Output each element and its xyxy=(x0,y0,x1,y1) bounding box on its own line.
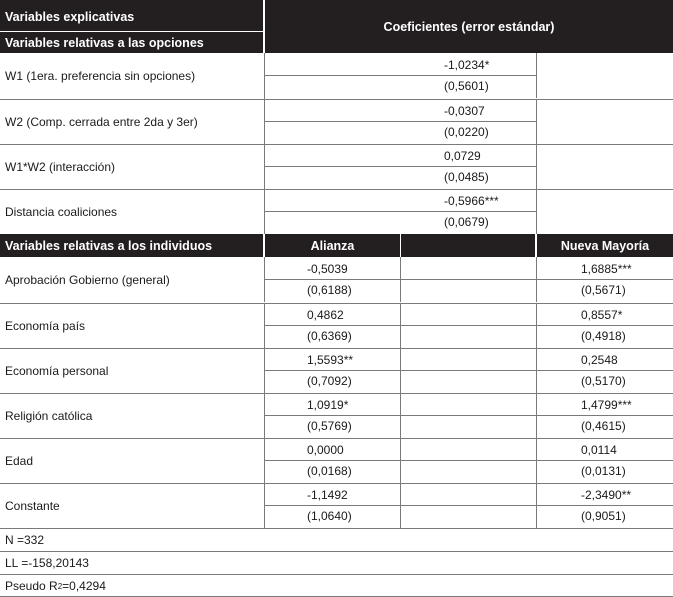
column-divider xyxy=(400,303,401,348)
column-divider xyxy=(536,348,537,393)
row-mid-divider xyxy=(264,460,673,461)
column-divider xyxy=(400,438,401,483)
coefficients-header: Coeficientes (error estándar) xyxy=(265,0,673,53)
alianza-se: (0,6188) xyxy=(307,283,352,297)
individuals-section-header: Variables relativas a los individuos xyxy=(0,234,263,257)
option-row-coef: -0,0307 xyxy=(444,104,485,118)
nueva-mayoria-se: (0,4918) xyxy=(581,329,626,343)
column-divider xyxy=(264,348,265,393)
row-divider xyxy=(0,483,673,484)
alianza-se: (1,0640) xyxy=(307,509,352,523)
column-divider xyxy=(264,53,265,234)
nueva-mayoria-se: (0,9051) xyxy=(581,509,626,523)
nueva-mayoria-coef: 1,4799*** xyxy=(581,398,632,412)
column-divider xyxy=(264,303,265,348)
n-observations: N =332 xyxy=(5,533,45,547)
pseudo-r2-superscript: 2 xyxy=(57,581,63,591)
column-header-alianza: Alianza xyxy=(265,234,400,257)
row-divider xyxy=(0,438,673,439)
column-divider xyxy=(264,393,265,438)
individual-row-label: Economía personal xyxy=(5,363,109,378)
column-divider xyxy=(400,257,401,302)
alianza-coef: 0,4862 xyxy=(307,308,344,322)
column-divider xyxy=(536,189,537,234)
column-header-blank xyxy=(401,234,535,257)
pseudo-r2-value: =0,4294 xyxy=(62,579,106,593)
column-divider xyxy=(536,393,537,438)
row-mid-divider xyxy=(264,75,536,76)
option-row-coef: -1,0234* xyxy=(444,58,490,72)
alianza-se: (0,7092) xyxy=(307,374,352,388)
row-divider xyxy=(0,99,673,100)
row-divider xyxy=(0,189,673,190)
alianza-coef: -1,1492 xyxy=(307,488,348,502)
option-row-coef: 0,0729 xyxy=(444,149,481,163)
row-mid-divider xyxy=(264,166,536,167)
column-divider xyxy=(536,144,537,189)
option-row-se: (0,0679) xyxy=(444,215,489,229)
option-row-label: W1 (1era. preferencia sin opciones) xyxy=(5,68,196,83)
option-row-se: (0,0220) xyxy=(444,125,489,139)
individual-row-label: Aprobación Gobierno (general) xyxy=(5,272,170,287)
alianza-se: (0,6369) xyxy=(307,329,352,343)
pseudo-r2 xyxy=(0,575,264,597)
nueva-mayoria-coef: 1,6885*** xyxy=(581,262,632,276)
option-row-label: W2 (Comp. cerrada entre 2da y 3er) xyxy=(5,114,198,129)
row-mid-divider xyxy=(264,325,673,326)
column-divider xyxy=(264,483,265,528)
row-mid-divider xyxy=(264,415,673,416)
column-divider xyxy=(536,53,537,98)
row-divider xyxy=(0,393,673,394)
column-divider xyxy=(400,348,401,393)
column-divider xyxy=(264,257,265,302)
column-divider xyxy=(536,438,537,483)
row-mid-divider xyxy=(264,505,673,506)
nueva-mayoria-coef: 0,2548 xyxy=(581,353,618,367)
row-mid-divider xyxy=(264,279,673,280)
option-row-coef: -0,5966*** xyxy=(444,194,499,208)
log-likelihood: LL =-158,20143 xyxy=(5,556,89,570)
option-row-se: (0,0485) xyxy=(444,170,489,184)
nueva-mayoria-se: (0,5671) xyxy=(581,283,626,297)
row-divider xyxy=(0,348,673,349)
alianza-coef: -0,5039 xyxy=(307,262,348,276)
nueva-mayoria-coef: 0,8557* xyxy=(581,308,623,322)
alianza-coef: 1,5593** xyxy=(307,353,354,367)
options-section-header: Variables relativas a las opciones xyxy=(0,32,263,53)
row-divider xyxy=(0,144,673,145)
column-header-nueva-mayoria: Nueva Mayoría xyxy=(537,234,673,257)
alianza-coef: 1,0919* xyxy=(307,398,349,412)
individual-row-label: Constante xyxy=(5,498,60,513)
alianza-coef: 0,0000 xyxy=(307,443,344,457)
column-divider xyxy=(536,483,537,528)
column-divider xyxy=(400,393,401,438)
header-title: Variables explicativas xyxy=(0,0,263,31)
column-divider xyxy=(536,257,537,302)
column-divider xyxy=(536,99,537,144)
option-row-label: Distancia coaliciones xyxy=(5,204,118,219)
column-divider xyxy=(264,438,265,483)
nueva-mayoria-coef: -2,3490** xyxy=(581,488,632,502)
row-divider xyxy=(0,303,673,304)
option-row-label: W1*W2 (interacción) xyxy=(5,159,116,174)
alianza-se: (0,5769) xyxy=(307,419,352,433)
nueva-mayoria-coef: 0,0114 xyxy=(581,443,617,457)
row-mid-divider xyxy=(264,121,536,122)
individual-row-label: Economía país xyxy=(5,318,86,333)
pseudo-r2-prefix: Pseudo R xyxy=(5,579,58,593)
row-mid-divider xyxy=(264,370,673,371)
column-divider xyxy=(536,303,537,348)
row-mid-divider xyxy=(264,211,536,212)
column-divider xyxy=(400,483,401,528)
individual-row-label: Edad xyxy=(5,453,34,468)
nueva-mayoria-se: (0,4615) xyxy=(581,419,626,433)
option-row-se: (0,5601) xyxy=(444,79,489,93)
individual-row-label: Religión católica xyxy=(5,408,93,423)
nueva-mayoria-se: (0,0131) xyxy=(581,464,626,478)
alianza-se: (0,0168) xyxy=(307,464,352,478)
nueva-mayoria-se: (0,5170) xyxy=(581,374,626,388)
